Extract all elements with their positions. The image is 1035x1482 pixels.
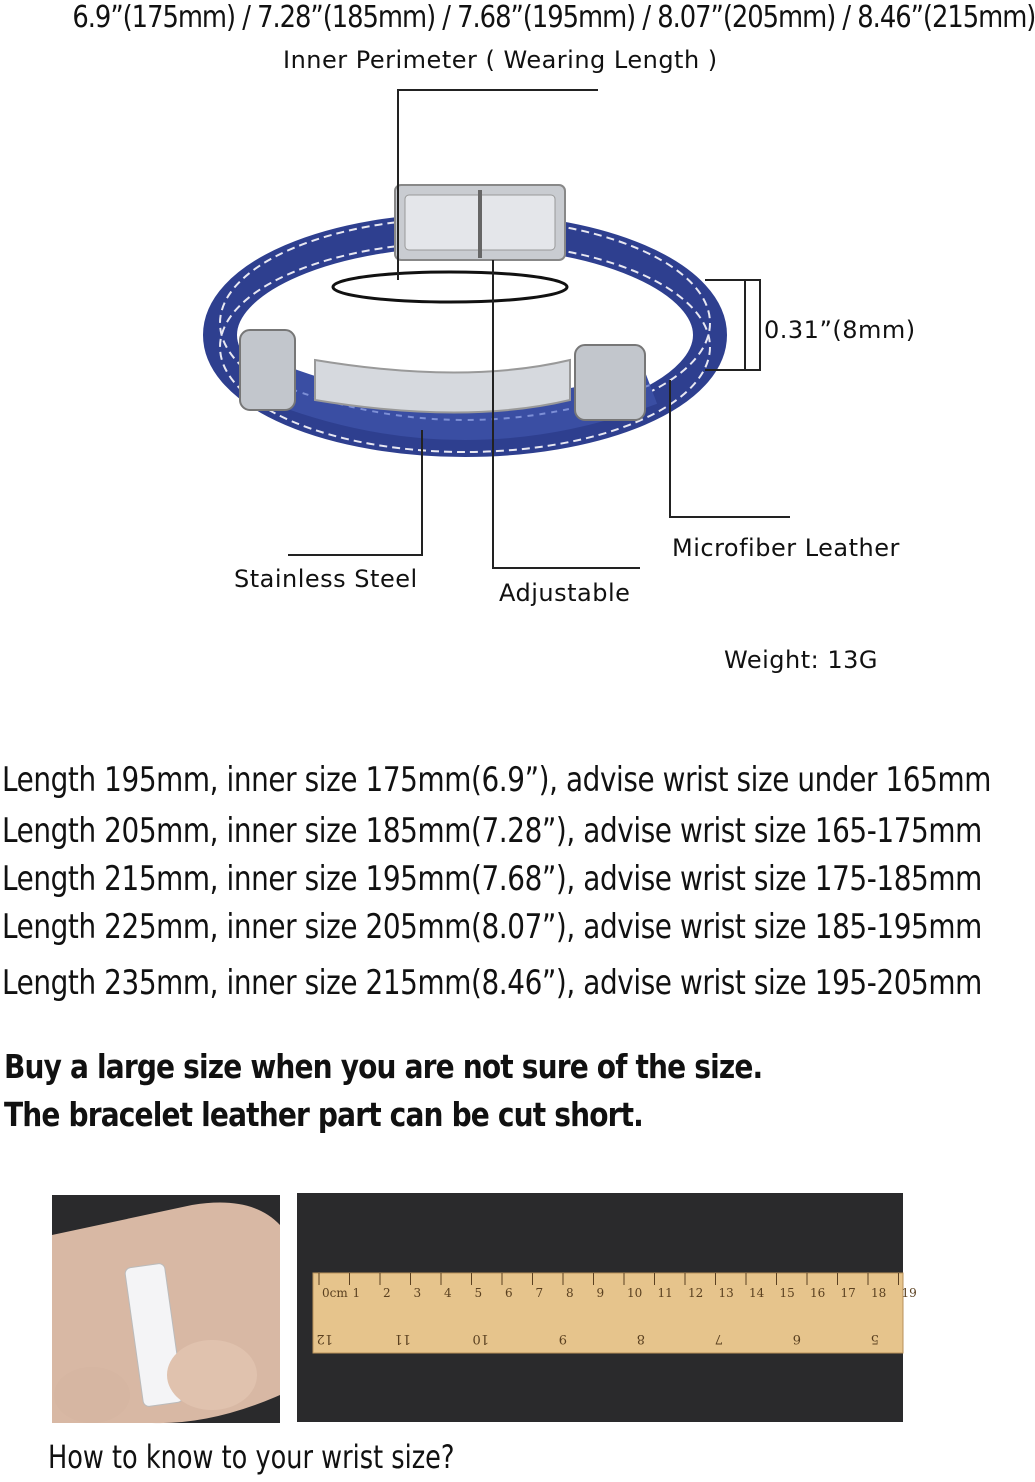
size-row: Length 205mm, inner size 185mm(7.28”), advise wrist size 165-175mm [2,811,982,851]
steel-ring-left [240,330,295,410]
size-row: Length 225mm, inner size 205mm(8.07”), advise wrist size 185-195mm [2,907,982,947]
width-label: 0.31”(8mm) [764,316,916,344]
ruler-inch-label: 9 [558,1331,567,1346]
ruler-inch-label: 5 [870,1331,879,1346]
ruler-tick-label: 8 [566,1286,574,1300]
size-row: Length 195mm, inner size 175mm(6.9”), advise wrist size under 165mm [2,760,991,800]
ruler-tick-label: 6 [505,1286,513,1300]
ruler-tick-label: 15 [779,1286,795,1300]
ruler-inch-label: 10 [472,1331,489,1346]
inner-perimeter-marker [333,272,567,302]
ruler-tick-label: 19 [901,1286,917,1300]
ruler-tick-label: 14 [749,1286,765,1300]
ruler-tick-label: 16 [810,1286,826,1300]
steel-bar [315,360,570,413]
ruler-tick-label: 7 [535,1286,544,1300]
ruler-tick-label: 13 [718,1286,734,1300]
ruler-tick-label: 10 [627,1286,643,1300]
ruler-tick-label: 18 [871,1286,887,1300]
ruler-tick-label: 4 [444,1286,452,1300]
steel-ring-right [575,345,645,420]
ruler-inch-label: 12 [316,1331,333,1346]
ruler-tick-label: 3 [413,1286,422,1300]
adjustable-label: Adjustable [499,579,631,607]
stainless-label: Stainless Steel [234,565,418,593]
ruler-tick-label: 11 [657,1286,673,1300]
ruler-photo [297,1193,917,1422]
wrist-measure-photo [52,1195,280,1423]
weight-label: Weight: 13G [724,646,878,674]
ruler-tick-label: 17 [840,1286,856,1300]
size-row: Length 235mm, inner size 215mm(8.46”), advise wrist size 195-205mm [2,963,982,1003]
ruler-tick-label: 0cm [322,1286,348,1300]
ruler-tick-label: 2 [383,1286,391,1300]
size-row: Length 215mm, inner size 195mm(7.68”), advise wrist size 175-185mm [2,859,982,899]
ruler-tick-label: 5 [474,1286,483,1300]
ruler-tick-label: 12 [688,1286,704,1300]
ruler-inch-label: 6 [792,1331,801,1346]
ruler-inch-label: 8 [636,1331,645,1346]
tip-line: Buy a large size when you are not sure of the size. [4,1047,763,1086]
ruler-tick-label: 1 [352,1286,361,1300]
ruler-inch-label: 7 [714,1331,723,1346]
tip-line: The bracelet leather part can be cut short. [4,1095,644,1134]
sizes-line: 6.9”(175mm) / 7.28”(185mm) / 7.68”(195mm) / 8.07”(205mm) / 8.46”(215mm) [72,0,1035,35]
ruler-inch-label: 11 [394,1331,411,1346]
howto-caption: How to know to your wrist size? [48,1438,455,1476]
microfiber-label: Microfiber Leather [672,534,900,562]
inner-perimeter-label: Inner Perimeter ( Wearing Length ) [283,46,718,74]
ruler-tick-label: 9 [596,1286,605,1300]
